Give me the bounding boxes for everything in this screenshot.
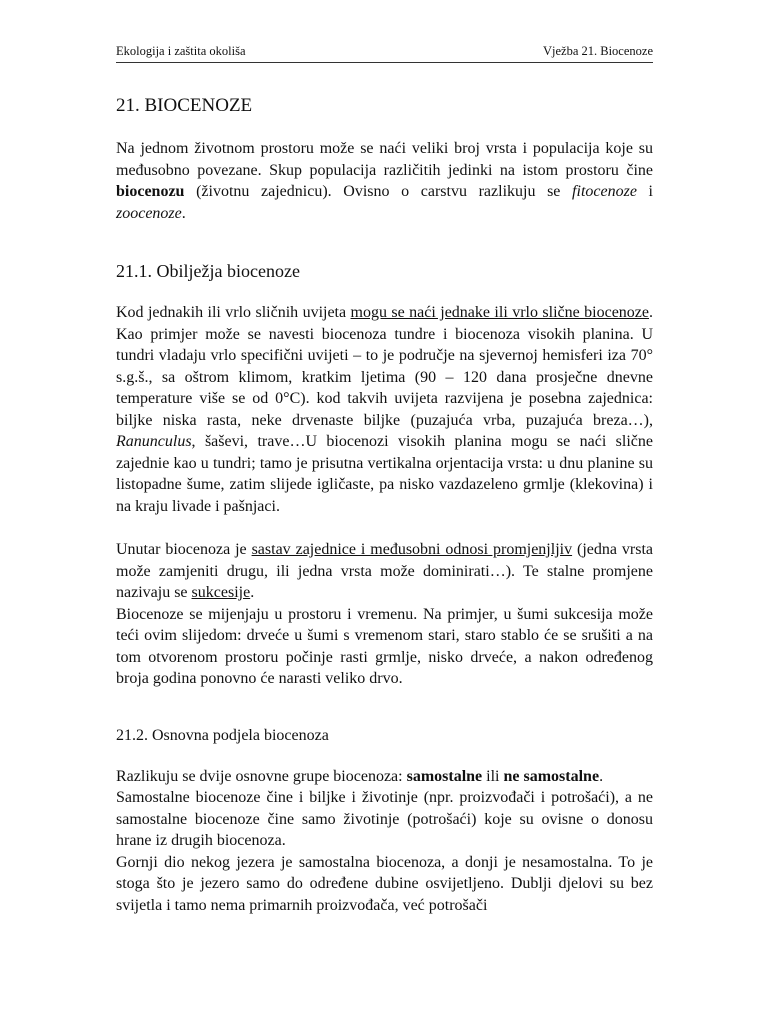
section1-paragraph-3: Biocenoze se mijenjaju u prostoru i vremenu. Na primjer, u šumi sukcesija može teći ovim slijedom: drveće u šumi s vremenom stari, staro stablo će se srušiti a na tom otvorenom prostoru počinje rasti grmlje, nisko drveće, a nakon određenog broja godina ponovno će narasti veliko drvo. — [116, 605, 653, 687]
term-sukcesije: sukcesije — [191, 584, 251, 601]
underlined-phrase: mogu se naći jednake ili vrlo slične biocenoze — [350, 304, 650, 321]
section1-paragraph-1: Kod jednakih ili vrlo sličnih uvijeta mogu se naći jednake ili vrlo slične biocenoze. Kao primjer može se navesti biocenoza tundre i biocenoza visokih planina. U tundri vladaju vrlo specifični uvijeti – to je područje na sjevernoj hemisferi iza 70° s.g.š., sa oštrom klimom, kratkim ljetima (90 – 120 dana prosječne dnevne temperature više se od 0°C). kod takvih uvijeta razvijena je posebna zajednica: biljke niska rasta, neke drvenaste biljke (puzajuća vrba, puzajuća breza…), Ranunculus, šaševi, trave…U biocenozi visokih planina mogu se naći slične zajednie kao u tundri; tamo je prisutna vertikalna orjentacija vrsta: u dnu planine su listopadne šume, zatim slijede igličaste, pa nisko vazdazeleno grmlje (klekovina) i na kraju livade i pašnjaci. — [116, 304, 654, 515]
term-biocenoza: biocenozu — [116, 183, 185, 200]
term-fitocenoze: fitocenoze — [572, 183, 637, 200]
section2-paragraph-1: Razlikuju se dvije osnovne grupe biocenoza: samostalne ili ne samostalne. — [116, 767, 604, 785]
page-header — [116, 44, 653, 63]
document-body — [116, 92, 653, 916]
section2-heading: 21.2. Osnovna podjela biocenoza — [116, 726, 329, 744]
term-zoocenoze: zoocenoze — [116, 204, 182, 222]
term-samostalne: samostalne — [406, 767, 483, 785]
header-right: Vježba 21. Biocenoze — [542, 44, 653, 58]
term-ne-samostalne: ne samostalne — [503, 767, 600, 785]
term-ranunculus: Ranunculus — [116, 433, 192, 450]
section2-paragraph-2: Samostalne biocenoze čine i biljke i životinje (npr. proizvođači i potrošaći), a ne samostalne biocenoze čine samo životinje (potrošaći) koje su ovisne o donosu hrane iz drugih biocenoza. — [116, 789, 653, 849]
header-left: Ekologija i zaštita okoliša — [116, 44, 246, 58]
section1-heading: 21.1. Obilježja biocenoze — [116, 261, 300, 281]
section1-paragraph-2: Unutar biocenoza je sastav zajednice i međusobni odnosi promjenjljiv (jedna vrsta može zamjeniti drugu, ili jedna vrsta može dominirati…). Te stalne promjene nazivaju se sukcesije. — [116, 541, 654, 601]
section2-paragraph-3: Gornji dio nekog jezera je samostalna biocenoza, a donji je nesamostalna. To je stoga što je jezero samo do određene dubine osvijetljeno. Dublji djelovi su bez svijetla i tamo nema primarnih proizvođača, već potrošači — [116, 853, 653, 914]
page-title: 21. BIOCENOZE — [116, 95, 253, 116]
intro-paragraph: Na jednom životnom prostoru može se naći veliki broj vrsta i populacija koje su međusobno povezane. Skup populacija različitih jedinki na istom prostoru čine biocenozu (životnu zajednicu). Ovisno o carstvu razlikuju se fitocenoze i zoocenoze. — [116, 140, 653, 222]
underlined-phrase: sastav zajednice i međusobni odnosi promjenjljiv — [251, 541, 573, 558]
